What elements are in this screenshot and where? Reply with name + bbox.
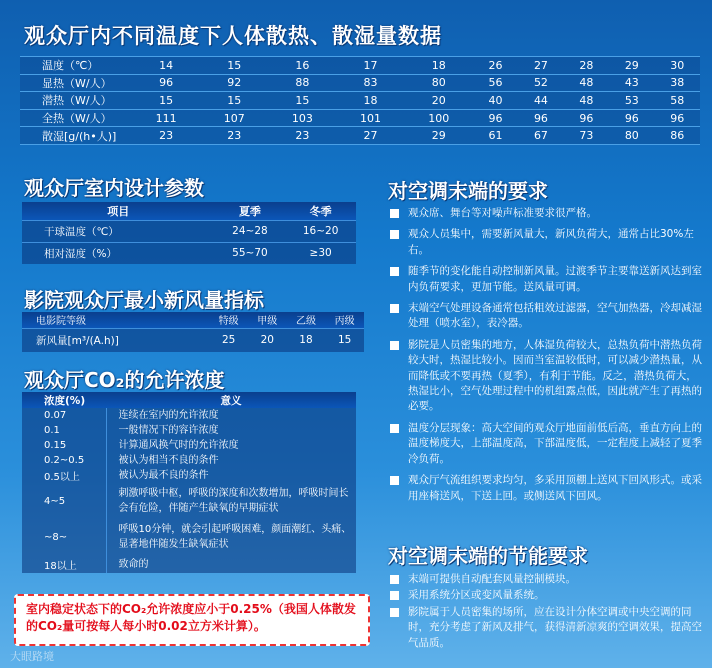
list-item-text: 温度分层现象：高大空间的观众厅地面前低后高，垂直方向上的温度梯度大，上部温度高，下部温度低，一定程度上减轻了夏季冷负荷。 <box>408 421 702 465</box>
list-item-text: 观众席、舞台等对噪声标准要求很严格。 <box>408 207 597 219</box>
co2-concentration: 0.1 <box>22 423 106 438</box>
design-summer-value: 24~28 <box>215 220 286 242</box>
square-bullet-icon <box>390 209 399 218</box>
requirements-title: 对空调末端的要求 <box>388 179 548 203</box>
table-cell: 111 <box>132 109 200 127</box>
table-cell: 96 <box>132 74 200 92</box>
table-cell: 83 <box>336 74 404 92</box>
table-row <box>22 408 356 423</box>
co2-meaning: 致命的 <box>106 555 356 573</box>
co2-concentration: 0.5以上 <box>22 468 106 483</box>
list-item <box>390 588 702 603</box>
fresh-header-b: 乙级 <box>287 312 326 328</box>
fresh-value: 18 <box>287 328 326 352</box>
co2-meaning: 计算通风换气时的允许浓度 <box>106 438 356 453</box>
table-cell: 30 <box>655 57 700 75</box>
fresh-value: 25 <box>209 328 248 352</box>
table-row <box>20 74 700 92</box>
table-cell: 23 <box>200 127 268 145</box>
table-cell: 26 <box>473 57 518 75</box>
list-item-text: 影院属于人员密集的场所，应在设计分体空调或中央空调的同时，充分考虑了新风及排气，获得清新凉爽的空调效果，提高空气品质。 <box>408 605 702 649</box>
list-item-text: 末端可提供自动配套风量控制模块。 <box>408 573 576 585</box>
co2-header-concentration: 浓度(%) <box>22 392 106 408</box>
fresh-air-title: 影院观众厅最小新风量指标 <box>24 288 264 312</box>
table-cell: 61 <box>473 127 518 145</box>
table-row <box>20 127 700 145</box>
table-cell: 17 <box>336 57 404 75</box>
co2-concentration: 18以上 <box>22 555 106 573</box>
square-bullet-icon <box>390 230 399 239</box>
row-label: 显热（W/人） <box>20 74 132 92</box>
table-cell: 80 <box>405 74 473 92</box>
list-item <box>390 338 702 415</box>
table-cell: 67 <box>518 127 563 145</box>
design-winter-value: 16~20 <box>285 220 356 242</box>
square-bullet-icon <box>390 591 399 600</box>
row-label: 温度（℃） <box>20 57 132 75</box>
table-cell: 96 <box>609 109 654 127</box>
design-row-label: 相对湿度（%） <box>22 242 215 264</box>
fresh-row-label: 新风量[m³/(A.h)] <box>22 328 209 352</box>
table-cell: 38 <box>655 74 700 92</box>
list-item-text: 影院是人员密集的地方，人体湿负荷较大，总热负荷中潜热负荷较大时，热湿比较小。因而当室温较低时，可以减少潜热量，从而降低或不要再热（夏季），有利于节能。反之，潜热负荷大，热湿比小，空气处理过程中的机组露点低，因此就产生了再热的必要。 <box>408 338 702 413</box>
table-row <box>22 555 356 573</box>
table-row <box>22 328 364 352</box>
co2-concentration: 4~5 <box>22 483 106 519</box>
table-cell: 29 <box>405 127 473 145</box>
list-item-text: 观众人员集中，需要新风量大，新风负荷大，通常占比30%左右。 <box>408 228 694 256</box>
co2-concentration: 0.2~0.5 <box>22 453 106 468</box>
table-cell: 88 <box>268 74 336 92</box>
table-cell: 16 <box>268 57 336 75</box>
list-item <box>390 264 702 295</box>
table-row <box>20 57 700 75</box>
co2-notice: 室内稳定状态下的CO₂允许浓度应小于0.25%（我国人体散发的CO₂量可按每人每小时0.02立方米计算）。 <box>14 594 370 646</box>
table-cell: 48 <box>564 92 609 110</box>
design-winter-value: ≥30 <box>285 242 356 264</box>
row-label: 全热（W/人） <box>20 109 132 127</box>
fresh-header-a: 甲级 <box>248 312 287 328</box>
table-cell: 48 <box>564 74 609 92</box>
table-row <box>22 423 356 438</box>
co2-meaning: 刺激呼吸中枢，呼吸的深度和次数增加，呼吸时间长会有危险，伴随产生缺氧的早期症状 <box>106 483 356 519</box>
fresh-header-special: 特级 <box>209 312 248 328</box>
table-row <box>22 453 356 468</box>
design-header-summer: 夏季 <box>215 202 286 220</box>
table-row <box>22 519 356 555</box>
heat-table <box>20 56 700 145</box>
co2-meaning: 呼吸10分钟，就会引起呼吸困难，颜面潮红、头痛、显著地伴随发生缺氧症状 <box>106 519 356 555</box>
table-cell: 29 <box>609 57 654 75</box>
table-cell: 107 <box>200 109 268 127</box>
table-cell: 27 <box>336 127 404 145</box>
table-row <box>22 242 356 264</box>
requirements-list <box>390 206 702 510</box>
list-item <box>390 572 702 587</box>
table-cell: 15 <box>132 92 200 110</box>
list-item <box>390 421 702 467</box>
table-cell: 73 <box>564 127 609 145</box>
design-row-label: 干球温度（℃） <box>22 220 215 242</box>
square-bullet-icon <box>390 424 399 433</box>
table-cell: 14 <box>132 57 200 75</box>
table-row <box>20 92 700 110</box>
table-cell: 53 <box>609 92 654 110</box>
table-cell: 15 <box>268 92 336 110</box>
table-cell: 58 <box>655 92 700 110</box>
fresh-header-c: 丙级 <box>325 312 364 328</box>
table-row <box>22 483 356 519</box>
table-cell: 27 <box>518 57 563 75</box>
fresh-header-grade: 电影院等级 <box>22 312 209 328</box>
co2-title: 观众厅CO₂的允许浓度 <box>24 368 225 392</box>
energy-list <box>390 572 702 652</box>
table-cell: 20 <box>405 92 473 110</box>
energy-title: 对空调末端的节能要求 <box>388 544 588 568</box>
fresh-value: 15 <box>325 328 364 352</box>
table-cell: 101 <box>336 109 404 127</box>
list-item <box>390 605 702 651</box>
co2-table <box>22 392 356 573</box>
table-cell: 103 <box>268 109 336 127</box>
design-header-item: 项目 <box>22 202 215 220</box>
co2-meaning: 被认为相当不良的条件 <box>106 453 356 468</box>
fresh-value: 20 <box>248 328 287 352</box>
table-cell: 96 <box>473 109 518 127</box>
table-cell: 23 <box>268 127 336 145</box>
table-cell: 92 <box>200 74 268 92</box>
table-row <box>22 438 356 453</box>
list-item <box>390 206 702 221</box>
table-cell: 52 <box>518 74 563 92</box>
list-item-text: 末端空气处理设备通常包括粗效过滤器，空气加热器，冷却减湿处理（喷水室），表冷器。 <box>408 302 702 330</box>
list-item <box>390 227 702 258</box>
co2-meaning: 连续在室内的允许浓度 <box>106 408 356 423</box>
table-cell: 18 <box>336 92 404 110</box>
table-row <box>20 109 700 127</box>
table-cell: 23 <box>132 127 200 145</box>
square-bullet-icon <box>390 304 399 313</box>
co2-concentration: ~8~ <box>22 519 106 555</box>
design-title: 观众厅室内设计参数 <box>24 176 204 200</box>
table-cell: 56 <box>473 74 518 92</box>
table-cell: 15 <box>200 57 268 75</box>
list-item-text: 观众厅气流组织要求均匀，多采用顶棚上送风下回风形式。或采用座椅送风，下送上回。或侧送风下回风。 <box>408 474 702 502</box>
co2-concentration: 0.07 <box>22 408 106 423</box>
square-bullet-icon <box>390 476 399 485</box>
square-bullet-icon <box>390 575 399 584</box>
table-cell: 100 <box>405 109 473 127</box>
list-item <box>390 473 702 504</box>
table-cell: 43 <box>609 74 654 92</box>
list-item-text: 采用系统分区或变风量系统。 <box>408 589 545 602</box>
list-item-text: 随季节的变化能自动控制新风量。过渡季节主要靠送新风达到室内负荷要求，更加节能。送风量可调。 <box>408 265 702 293</box>
square-bullet-icon <box>390 608 399 617</box>
design-summer-value: 55~70 <box>215 242 286 264</box>
table-cell: 44 <box>518 92 563 110</box>
row-label: 潜热（W/人） <box>20 92 132 110</box>
design-header-winter: 冬季 <box>285 202 356 220</box>
square-bullet-icon <box>390 341 399 350</box>
fresh-air-table <box>22 312 364 352</box>
main-title: 观众厅内不同温度下人体散热、散湿量数据 <box>24 24 442 48</box>
row-label: 散湿[g/(h•人)] <box>20 127 132 145</box>
table-row <box>22 468 356 483</box>
co2-meaning: 被认为最不良的条件 <box>106 468 356 483</box>
square-bullet-icon <box>390 267 399 276</box>
table-cell: 80 <box>609 127 654 145</box>
table-cell: 96 <box>655 109 700 127</box>
table-cell: 96 <box>518 109 563 127</box>
list-item <box>390 301 702 332</box>
table-cell: 18 <box>405 57 473 75</box>
design-table <box>22 202 356 264</box>
table-row <box>22 220 356 242</box>
table-cell: 96 <box>564 109 609 127</box>
watermark: 大眼路境 <box>10 650 54 663</box>
co2-header-meaning: 意义 <box>106 392 356 408</box>
table-cell: 28 <box>564 57 609 75</box>
co2-meaning: 一般情况下的容许浓度 <box>106 423 356 438</box>
co2-concentration: 0.15 <box>22 438 106 453</box>
table-cell: 15 <box>200 92 268 110</box>
table-cell: 86 <box>655 127 700 145</box>
table-cell: 40 <box>473 92 518 110</box>
